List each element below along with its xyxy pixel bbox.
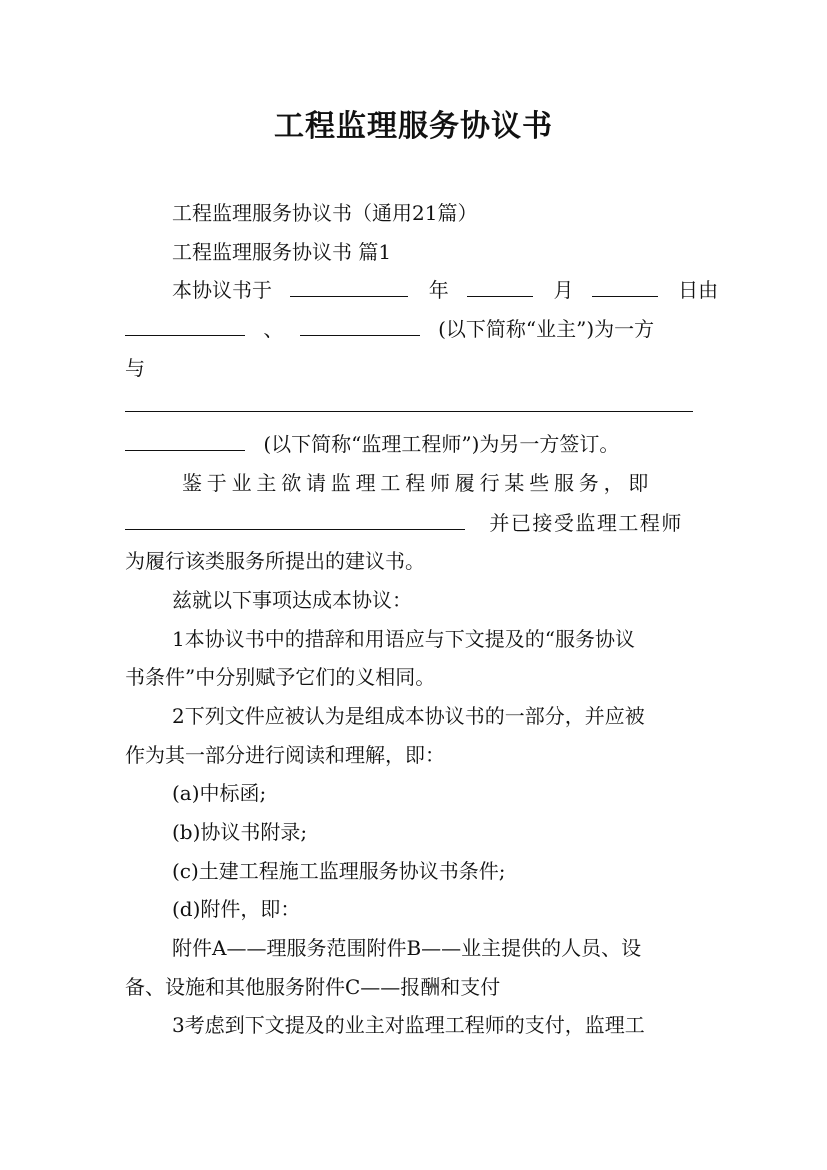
engineer-name-blank: [125, 393, 693, 412]
para1-owner-abbr: (以下简称“业主”)为一方: [438, 317, 655, 341]
day-blank: [592, 278, 658, 297]
document-subheading: 工程监理服务协议书 篇1: [172, 240, 392, 264]
item1-line2: 书条件”中分别赋予它们的义相同。: [125, 665, 436, 689]
engineer-name-blank-2: [125, 432, 245, 451]
para2-line3: 为履行该类服务所提出的建议书。: [125, 549, 425, 573]
month-blank: [467, 278, 533, 297]
para1-day-by: 日由: [678, 278, 719, 302]
services-blank: [125, 511, 465, 530]
para1-intro: 本协议书于: [172, 278, 272, 302]
item2-line2: 作为其一部分进行阅读和理解，即：: [125, 743, 445, 767]
list-item-a: (a)中标函;: [172, 781, 267, 805]
para1-line2: [125, 316, 654, 342]
para1-with: 与: [125, 356, 145, 380]
list-item-d: (d)附件，即：: [172, 897, 301, 921]
document-title: 工程监理服务协议书: [274, 109, 553, 144]
para2-line2-tail: 并已接受监理工程师: [489, 511, 683, 535]
para1-year: 年: [428, 278, 449, 302]
document-heading: 工程监理服务协议书（通用21篇）: [172, 201, 478, 225]
item3-line1: 3考虑到下文提及的业主对监理工程师的支付，监理工: [172, 1013, 645, 1037]
para3: 兹就以下事项达成本协议：: [172, 588, 412, 612]
para1-line5: [125, 431, 619, 457]
annex-line2: 备、设施和其他服务附件C——报酬和支付: [125, 975, 501, 999]
para1-line4: [125, 392, 693, 418]
para1-line1: [172, 277, 718, 303]
item2-line1: 2下列文件应被认为是组成本协议书的一部分，并应被: [172, 704, 645, 728]
list-item-b: (b)协议书附录;: [172, 820, 308, 844]
party-a-blank: [125, 317, 245, 336]
para2-line2: [125, 510, 683, 536]
party-b-blank: [300, 317, 420, 336]
annex-line1: 附件A——理服务范围附件B——业主提供的人员、设: [172, 936, 642, 960]
para1-engineer-abbr: (以下简称“监理工程师”)为另一方签订。: [263, 432, 620, 456]
para2-line1: 鉴于业主欲请监理工程师履行某些服务，即: [182, 471, 654, 495]
list-item-c: (c)土建工程施工监理服务协议书条件;: [172, 859, 506, 883]
item1-line1: 1本协议书中的措辞和用语应与下文提及的“服务协议: [172, 627, 635, 651]
year-blank: [290, 278, 408, 297]
para1-month: 月: [553, 278, 574, 302]
para1-separator: 、: [263, 317, 284, 341]
